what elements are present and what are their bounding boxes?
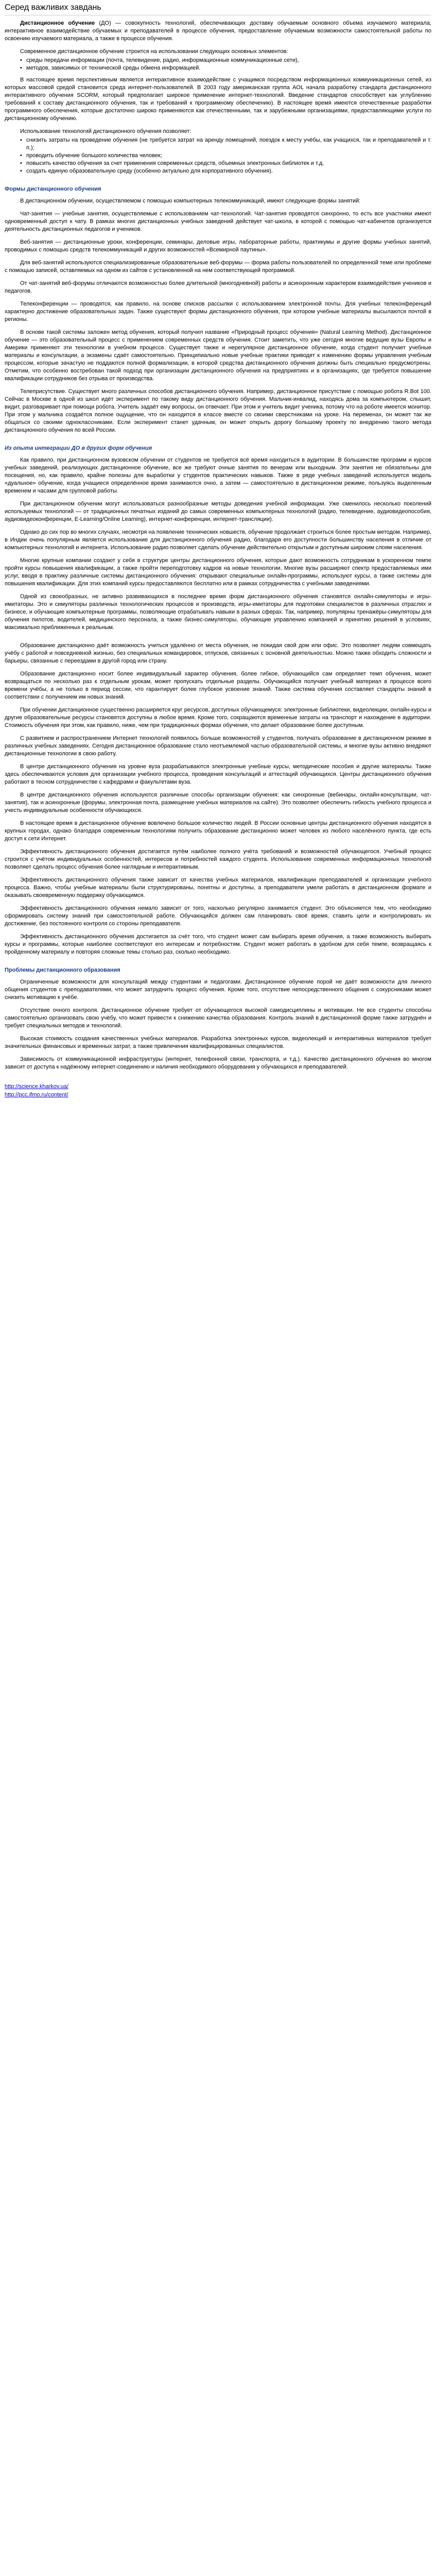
source-links [5,1082,431,1099]
problems-paragraph: Отсутствие очного контроля. Дистанционное обучение требует от обучающегося высокой самодисциплины и мотивации. Не все студенты способны самостоятельно организовать свою учёбу, что может привести к снижению качества образования. Контроль знаний в дистанционной форме также затруднён и требует специальных методов и технологий. [5,1007,431,1029]
experience-paragraph: Образование дистанционно носит более индивидуальный характер обучения, более гибкое, обучающийся сам определяет темп обучения, может возвращаться по несколько раз к отдельным урокам, может пропускать отдельные разделы. Обучающийся получает учебный материал в процессе всего времени учёбы, а не только в период сессии, что гарантирует более глубокое усвоение знаний. Также система обучения составляет стандарты знаний в соответствии с получением им новых знаний. [5,671,431,700]
source-link[interactable]: http://pcc.ifmo.ru/content/ [5,1092,68,1098]
definition-text: (ДО) — совокупность технологий, обеспечивающих доставку обучаемым основного объема изучаемого материала, интерактивное взаимодействие обучаемых и преподавателей в процессе обучения, предоставление обучаемым возможности самостоятельной работы по освоению изучаемого материала, а также в процессе обучения. [5,20,431,42]
list-item: • среды передачи информации (почта, телевидение, радио, информационные коммуникационные сети), [26,57,431,64]
elements-list [5,57,431,72]
benefits-list [5,137,431,175]
problems-paragraph: Ограниченные возможности для консультаций между студентами и педагогами. Дистанционное обучение порой не даёт возможности для личного общения студентов с преподавателями, что может затруднить процесс обучения. Кроме того, отсутствие непосредственного общения с сокурсниками может снизить мотивацию к учёбе. [5,979,431,1001]
experience-paragraph: В центре дистанционного обучения на уровне вуза разрабатываются электронные учебные курсы, методические пособия и другие материалы. Также здесь обеспечиваются условия для организации учебного процесса, проведения консультаций и аттестаций обучающихся. Центры дистанционного обучения работают в тесном сотрудничестве с кафедрами и факультетами вуза. [5,764,431,785]
page-title: Серед важливих завдань [5,0,431,15]
method-history-paragraph: В основе такой системы заложен метод обучения, который получил название «Природный процесс обучения» (Natural Learning Method). Дистанционное обучение — это образовательный процесс с применением современных средств обучения. Стоит заметить, что уже сегодня многие ведущие вузы Европы и Америки применяют эти технологии в учебном процессе. Существует также и нерегулярное дистанционное обучение, когда студент получает учебные материалы и консультации, а экзамены сдаёт самостоятельно. Принципиально новые учебные практики приводят к изменению формы управления учебным процессом, которые зачастую не поддаются полной формализации, в которой средства дистанционного обучения должны быть специально предусмотрены. Отметим, что особенно востребован такой подход при организации дистанционного обучения на предприятиях и в организациях, где требуется повышение квалификации сотрудников без отрыва от производства. [5,329,431,382]
definition-paragraph [5,20,431,43]
forms-section [5,197,431,434]
allows-lead: Использование технологий дистанционного обучения позволяет: [20,128,191,134]
experience-paragraph: Одной из своеобразных, не активно развивающихся в последнее время форм дистанционного обучения становятся онлайн-симуляторы и игры-имитаторы. Это и симуляторы различных технологических процессов и производств, игры-имитаторы для подготовки специалистов в различных отраслях и бизнесе, и обучающие компьютерные программы, позволяющие отрабатывать навыки в разных сферах. Так, например, популярны тренажёры-симуляторы для обучения пилотов, водителей, медицинского персонала, а также бизнес-симуляторы, обучающие управлению компанией и принятию решений в условиях, максимально приближенных к реальным. [5,594,431,631]
experience-paragraph: Эффективность дистанционного обучения также зависит от качества учебных материалов, квалификации преподавателей и организации учебного процесса. Важно, чтобы учебные материалы были структурированы, понятны и доступны, а преподаватели умели работать в дистанционном формате и оказывать своевременную поддержку обучающимся. [5,877,431,899]
experience-heading: Из опыта интеграции ДО в других форм обучения [5,445,152,451]
experience-paragraph: Образование дистанционно даёт возможность учиться удалённо от места обучения, не покидая свой дом или офис. Это позволяет людям совмещать учёбу с работой и повседневной жизнью, без специальных командировок, отпусков, связанных с основной деятельностью. Можно также обходить сложности и барьеры, связанные с переездами в другой город или страну. [5,642,431,664]
experience-paragraph: Эффективность дистанционного обучения немало зависит от того, насколько регулярно занимается студент. Это объясняется тем, что необходимо сформировать систему знаний при самостоятельной работе. Обучающийся должен сам планировать своё время, ставить цели и контролировать их достижение, без постоянного контроля со стороны преподавателя. [5,905,431,927]
source-link[interactable]: http://science.kharkov.ua/ [5,1083,68,1090]
chat-paragraph: Чат-занятия — учебные занятия, осуществляемые с использованием чат-технологий. Чат-занятия проводятся синхронно, то есть все участники имеют одновременный доступ к чату. В рамках многих дистанционных учебных заведений действует чат-школа, в которой с помощью чат-кабинетов организуется деятельность дистанционных педагогов и учеников. [5,211,431,232]
list-item: • снизить затраты на проведение обучения (не требуется затрат на аренду помещений, поездок к месту учёбы, как учащихся, так и преподавателей и т. п.); [26,137,431,152]
experience-paragraph: При обучении дистанционное существенно расширяется круг ресурсов, доступных обучающемуся: электронные библиотеки, видеолекции, онлайн-курсы и другие образовательные ресурсы становятся доступны в любое время. Кроме того, сокращаются временные затраты на транспорт и нахождение в аудитории. Стоимость обучения при этом, как правило, ниже, чем при традиционных формах обучения, что делает образование более доступным. [5,707,431,728]
web-paragraph: Веб-занятия — дистанционные уроки, конференции, семинары, деловые игры, лабораторные работы, практикумы и другие формы учебных занятий, проводимых с помощью средств телекоммуникаций и других возможностей «Всемирной паутины». [5,239,431,253]
forums-paragraph: Для веб-занятий используются специализированные образовательные веб-форумы — форма работы пользователей по определенной теме или проблеме с помощью записей, оставляемых на одном из сайтов с установленной на нем соответствующей программой. [5,260,431,274]
problems-paragraph: Зависимость от коммуникационной инфраструктуры (интернет, телефонной связи, транспорта, и т.д.). Качество дистанционного обучения во многом зависит от доступа к надёжному интернет-соединению и наличия необходимого оборудования у обучающихся и преподавателей. [5,1056,431,1070]
experience-paragraph: В настоящее время в дистанционное обучение вовлечено большое количество людей. В России основные центры дистанционного обучения находятся в крупных городах, однако благодаря современным технологиям получить образование дистанционно может человек из любого населённого пункта, где есть доступ к сети Интернет. [5,820,431,842]
history-paragraph: В настоящее время перспективным является интерактивное взаимодействие с учащимся посредством информационных коммуникационных сетей, из которых массовой средой становится среда интернет-пользователей. В 2003 году американская группа AOL начала разработку стандарта дистанционного интерактивного обучения SCORM, который предполагает широкое применение интернет-технологий. Введение стандартов способствует как углублению требований к составу дистанционного обучения, так и требований к программному обеспечению). В настоящее время имеются отечественные разработки программного обеспечения, которые достаточно широко применяются как отечественными, так и зарубежными организациями, предоставляющими услуги по дистанционному обучению. [5,77,431,122]
experience-paragraph: Эффективность дистанционного обучения достигается путём наиболее полного учёта требований и возможностей обучающегося. Учебный процесс строится с учётом индивидуальных особенностей, интересов и потребностей каждого студента. Использование современных информационных технологий позволяет сделать процесс обучения более наглядным и интерактивным. [5,849,431,870]
experience-paragraph: Как правило, при дистанционном вузовском обучении от студентов не требуется всё время находиться в аудитории. В большинстве программ и курсов учебных заведений, реализующих дистанционное обучение, все же требуют очные занятия по вечерам или выходным. Эти занятия не обязательны для посещения, но, как правило, крайне полезны для выработки у студентов практических навыков. Также в ряде учебных заведений используется модель «дуальное» обучение, когда учащиеся определённое время занимаются очно, а затем — самостоятельно в дистанционном режиме, пользуясь выделенным временем и часами для групповой работы. [5,457,431,494]
experience-paragraph: С развитием и распространением Интернет технологий появилось больше возможностей у студентов, получать образование в дистанционном режиме в различных учебных заведениях. Сегодня дистанционное образование стало неотъемлемой частью образовательной системы, и многие вузы активно внедряют дистанционные технологии в свою работу. [5,735,431,757]
problems-paragraph: Высокая стоимость создания качественных учебных материалов. Разработка электронных курсов, видеолекций и интерактивных материалов требует значительных финансовых и временных затрат, а также привлечения квалифицированных специалистов. [5,1036,431,1049]
teleconf-paragraph: Телеконференции — проводятся, как правило, на основе списков рассылки с использованием электронной почты. Для учебных телеконференций характерно достижение образовательных задач. Также существуют формы дистанционного обучения, при котором учебные материалы высылаются почтой в регионы. [5,301,431,323]
article-page [0,0,436,1111]
forms-heading: Формы дистанционного обучения [5,186,101,192]
forms-intro-paragraph: В дистанционном обучении, осуществляемом с помощью компьютерных телекоммуникаций, имеют следующие формы занятий: [20,198,361,204]
problems-heading: Проблемы дистанционного образования [5,967,120,973]
experience-section [5,456,431,956]
list-item: • создать единую образовательную среду (особенно актуально для корпоративного обучения). [26,167,431,175]
experience-paragraph: При дистанционном обучении могут использоваться разнообразные методы доведения учебной информации. Уже сменилось несколько поколений используемых технологий — от традиционных печатных изданий до самых современных компьютерных технологий (радио, телевидение, аудиовидеопособия, аудиовидеоконференции, E-Learning/Online Learning), интернет-конференции, интернет-трансляции). [5,501,431,522]
experience-paragraph: Однако до сих пор во многих случаях, несмотря на появление технических новшеств, обучение продолжает строиться более простым методом. Например, в Индии очень популярным является использование для дистанционного обучения радио, благодаря его доступности большинству населения в отличие от компьютерных технологий и интернета. Использование радио позволяет сделать обучение действительно открытым и доступным широким слоям населения. [5,529,431,551]
problems-section [5,978,431,1071]
list-item: • методов, зависимых от технической среды обмена информацией. [26,64,431,72]
definition-term: Дистанционное обучение [20,20,95,26]
intro-section [5,20,431,175]
modern-elements-lead: Современное дистанционное обучение строится на использовании следующих основных элементов: [20,48,288,55]
experience-paragraph: Эффективность дистанционного обучения достигается за счёт того, что студент может сам выбирать время обучения, а также возможность выбирать курсы и программы, которые наиболее соответствуют его интересам и потребностям. Студент может работать в удобном для себя темпе, возвращаясь к пройденному материалу и повторяя сложные темы столько раз, сколько необходимо. [5,934,431,955]
list-item: • повысить качество обучения за счет применения современных средств, объемных электронных библиотек и т.д. [26,160,431,167]
experience-paragraph: В центре дистанционного обучения используются различные способы организации обучения: как синхронные (вебинары, онлайн-консультации, чат-занятия), так и асинхронные (форумы, электронная почта, размещение учебных материалов на сайте). Это позволяет обеспечить гибкость учебного процесса и учесть индивидуальные особенности обучающихся. [5,792,431,814]
list-item: • проводить обучение большого количества человек; [26,152,431,160]
forums-diff-paragraph: От чат-занятий веб-форумы отличаются возможностью более длительной (многодневной) работы и асинхронным характером взаимодействия учеников и педагогов. [5,280,431,294]
experience-paragraph: Многие крупные компании создают у себя в структуре центры дистанционного обучения, которые дают возможность сотрудникам в ускоренном темпе пройти курсы повышения квалификации, а также пройти переподготовку кадров на новые технологии. Многие вузы расширяют спектр предоставляемых ими услуг, вводя в практику различные системы дистанционного обучения: открывают специальные онлайн-программы, используют курсы, а также системы для повышения квалификации. Для этих компаний курсы предоставляются бесплатно или в рамках сотрудничества с учебными заведениями. [5,557,431,587]
telepresence-paragraph: Телеприсутствие. Существует много различных способов дистанционного обучения. Например, дистанционное присутствие с помощью робота R.Bot 100. Сейчас в Москве в одной из школ идёт эксперимент по такому виду дистанционного обучения. Мальчик-инвалид, находясь дома за компьютером, слышит, видит, разговаривает при помощи робота. Учитель задаёт ему вопросы, он отвечает. При этом и учитель видит ученика, потому что на роботе имеется монитор. При этом у мальчика создаётся полное ощущение, что он находится в классе вместе со своими сверстниками на уроке. На переменах, он может так же общаться со своими одноклассниками. Если эксперимент станет удачным, он может открыть дорогу большому проекту по внедрению такого метода дистанционного обучения по всей России. [5,388,431,433]
